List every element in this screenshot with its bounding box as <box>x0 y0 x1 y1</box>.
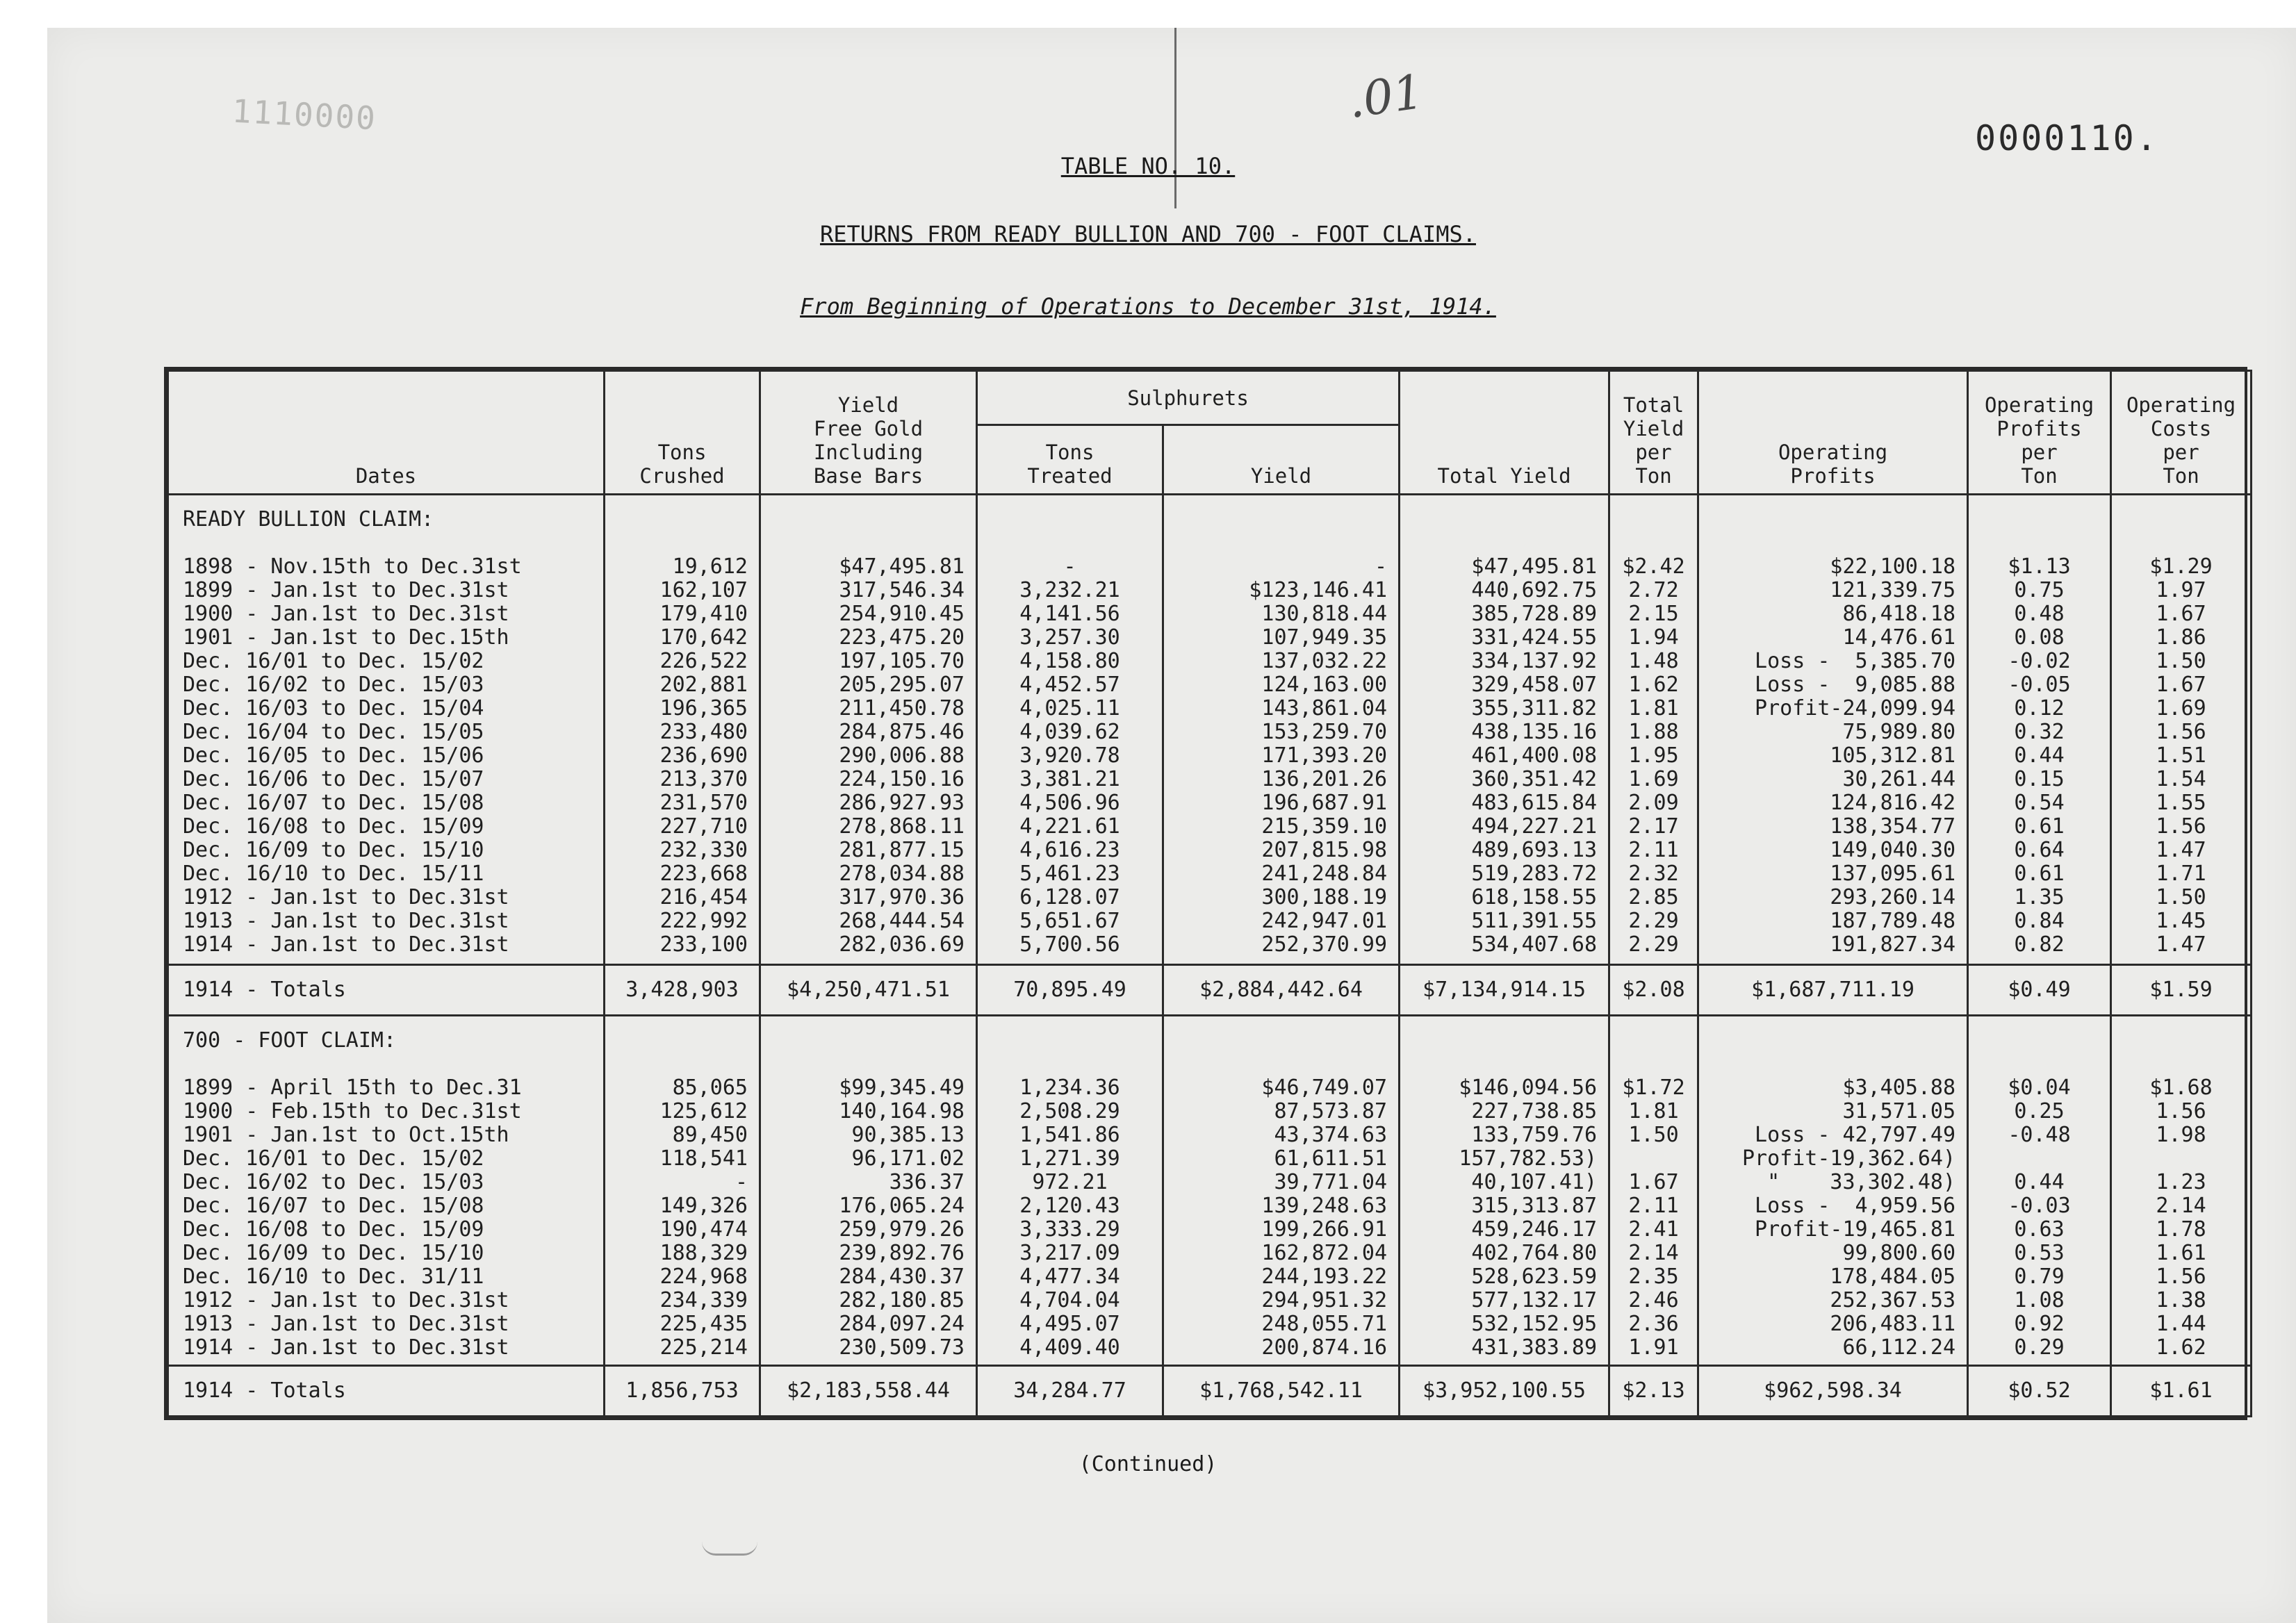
ready-bullion-totals-operating-profits-per-ton: $0.49 <box>1968 964 2111 1015</box>
foot-claim-tons-crushed: 85,065 125,612 89,450 118,541 - 149,326 190,474 188,329 224,968 234,339 225,435 225,214 <box>659 1075 748 1360</box>
header-total-yield: Total Yield <box>1400 371 1609 495</box>
header-dates: Dates <box>168 371 605 495</box>
foot-claim-operating-profits: $3,405.88 31,571.05 Loss - 42,797.49 Profit-19,362.64) " 33,302.48) Loss - 4,959.56 Profit-19,465.81 99,800.60 178,484.05 252,367.53 206,483.11 66,112.24 <box>1741 1075 1956 1360</box>
ready-bullion-totals-operating-costs-per-ton: $1.59 <box>2111 964 2252 1015</box>
ready-bullion-totals-row <box>168 964 2252 1015</box>
foot-claim-totals-total-yield: $3,952,100.55 <box>1400 1366 1609 1417</box>
foot-claim-totals-label: 1914 - Totals <box>168 1366 605 1417</box>
foot-claim-totals-tons-treated: 34,284.77 <box>977 1366 1163 1417</box>
continued-note: (Continued) <box>1079 1452 1217 1476</box>
header-operating-profits-per-ton: Operating Profits per Ton <box>1968 371 2111 495</box>
ready-bullion-sulphurets-yield: - $123,146.41 130,818.44 107,949.35 137,032.22 124,163.00 143,861.04 153,259.70 171,393.20 136,201.26 196,687.91 215,359.10 207,815.98 241,248.84 300,188.19 242,947.01 252,370.99 <box>1249 554 1388 957</box>
header-yield-free-gold: Yield Free Gold Including Base Bars <box>760 371 977 495</box>
fold-line <box>1174 28 1176 208</box>
ready-bullion-heading: READY BULLION CLAIM: <box>183 507 434 532</box>
ready-bullion-totals-label: 1914 - Totals <box>168 964 605 1015</box>
ready-bullion-totals-operating-profits: $1,687,711.19 <box>1698 964 1968 1015</box>
ready-bullion-totals-sulphurets-yield: $2,884,442.64 <box>1163 964 1400 1015</box>
foot-claim-totals-tons-crushed: 1,856,753 <box>605 1366 760 1417</box>
foot-claim-yield-free-gold: $99,345.49 140,164.98 90,385.13 96,171.02 336.37 176,065.24 259,979.26 239,892.76 284,430.37 282,180.85 284,097.24 230,509.73 <box>839 1075 965 1360</box>
foot-claim-section <box>168 1015 2252 1365</box>
ready-bullion-yield-free-gold: $47,495.81 317,546.34 254,910.45 223,475.20 197,105.70 205,295.07 211,450.78 284,875.46 290,006.88 224,150.16 286,927.93 278,868.11 281,877.15 278,034.88 317,970.36 268,444.54 282,036.69 <box>839 554 965 957</box>
faint-stamp-number: 1110000 <box>231 92 378 138</box>
foot-claim-totals-sulphurets-yield: $1,768,542.11 <box>1163 1366 1400 1417</box>
header-tons-crushed: Tons Crushed <box>605 371 760 495</box>
ready-bullion-total-yield-per-ton: $2.42 2.72 2.15 1.94 1.48 1.62 1.81 1.88 1.95 1.69 2.09 2.17 2.11 2.32 2.85 2.29 2.29 <box>1622 554 1685 957</box>
ready-bullion-totals-total-yield-per-ton: $2.08 <box>1609 964 1698 1015</box>
pencil-annotation: .01 <box>1345 64 1427 130</box>
paper-tear <box>702 1526 757 1556</box>
foot-claim-total-yield-per-ton: $1.72 1.81 1.50 1.67 2.11 2.41 2.14 2.35 2.46 2.36 1.91 <box>1622 1075 1685 1360</box>
ready-bullion-totals-tons-crushed: 3,428,903 <box>605 964 760 1015</box>
foot-claim-tons-treated: 1,234.36 2,508.29 1,541.86 1,271.39 972.21 2,120.43 3,333.29 3,217.09 4,477.34 4,704.04 4,495.07 4,409.40 <box>1019 1075 1120 1360</box>
foot-claim-totals-total-yield-per-ton: $2.13 <box>1609 1366 1698 1417</box>
header-total-yield-per-ton: Total Yield per Ton <box>1609 371 1698 495</box>
ready-bullion-tons-crushed: 19,612 162,107 179,410 170,642 226,522 202,881 196,365 233,480 236,690 213,370 231,570 227,710 232,330 223,668 216,454 222,992 233,100 <box>659 554 748 957</box>
ready-bullion-operating-profits-per-ton: $1.13 0.75 0.48 0.08 -0.02 -0.05 0.12 0.32 0.44 0.15 0.54 0.61 0.64 0.61 1.35 0.84 0.82 <box>2008 554 2071 957</box>
foot-claim-heading: 700 - FOOT CLAIM: <box>183 1028 397 1053</box>
header-tons-treated: Tons Treated <box>977 425 1163 495</box>
ready-bullion-total-yield: $47,495.81 440,692.75 385,728.89 331,424.55 334,137.92 329,458.07 355,311.82 438,135.16 461,400.08 360,351.42 483,615.84 494,227.21 489,693.13 519,283.72 618,158.55 511,391.55 534,407.68 <box>1471 554 1598 957</box>
foot-claim-total-yield: $146,094.56 227,738.85 133,759.76 157,782.53) 40,107.41) 315,313.87 459,246.17 402,764.80 528,623.59 577,132.17 532,152.95 431,383.89 <box>1459 1075 1598 1360</box>
ready-bullion-totals-yield-free-gold: $4,250,471.51 <box>760 964 977 1015</box>
table-title: TABLE NO. 10. <box>1060 153 1236 179</box>
table-period: From Beginning of Operations to December 31st, 1914. <box>800 293 1496 320</box>
foot-claim-totals-operating-costs-per-ton: $1.61 <box>2111 1366 2252 1417</box>
ready-bullion-dates: 1898 - Nov.15th to Dec.31st 1899 - Jan.1st to Dec.31st 1900 - Jan.1st to Dec.31st 1901 - Jan.1st to Dec.15th Dec. 16/01 to Dec. 15/02 Dec. 16/02 to Dec. 15/03 Dec. 16/03 to Dec. 15/04 Dec. 16/04 to Dec. 15/05 Dec. 16/05 to Dec. 15/06 Dec. 16/06 to Dec. 15/07 Dec. 16/07 to Dec. 15/08 Dec. 16/08 to Dec. 15/09 Dec. 16/09 to Dec. 15/10 Dec. 16/10 to Dec. 15/11 1912 - Jan.1st to Dec.31st 1913 - Jan.1st to Dec.31st 1914 - Jan.1st to Dec.31st <box>183 554 522 957</box>
header-sulphurets-yield: Yield <box>1163 425 1400 495</box>
ready-bullion-totals-total-yield: $7,134,914.15 <box>1400 964 1609 1015</box>
ready-bullion-section <box>168 495 2252 965</box>
foot-claim-operating-profits-per-ton: $0.04 0.25 -0.48 0.44 -0.03 0.63 0.53 0.79 1.08 0.92 0.29 <box>2008 1075 2071 1360</box>
ready-bullion-tons-treated: - 3,232.21 4,141.56 3,257.30 4,158.80 4,452.57 4,025.11 4,039.62 3,920.78 3,381.21 4,506.96 4,221.61 4,616.23 5,461.23 6,128.07 5,651.67 5,700.56 <box>1019 554 1120 957</box>
foot-claim-operating-costs-per-ton: $1.68 1.56 1.98 1.23 2.14 1.78 1.61 1.56 1.38 1.44 1.62 <box>2149 1075 2213 1360</box>
foot-claim-totals-row <box>168 1366 2252 1417</box>
table-subtitle: RETURNS FROM READY BULLION AND 700 - FOOT CLAIMS. <box>819 221 1476 247</box>
ready-bullion-operating-profits: $22,100.18 121,339.75 86,418.18 14,476.61 Loss - 5,385.70 Loss - 9,085.88 Profit-24,099.94 75,989.80 105,312.81 30,261.44 124,816.42 138,354.77 149,040.30 137,095.61 293,260.14 187,789.48 191,827.34 <box>1755 554 1956 957</box>
ready-bullion-totals-tons-treated: 70,895.49 <box>977 964 1163 1015</box>
document-number: 0000110. <box>1975 118 2159 158</box>
foot-claim-totals-operating-profits: $962,598.34 <box>1698 1366 1968 1417</box>
foot-claim-sulphurets-yield: $46,749.07 87,573.87 43,374.63 61,611.51 39,771.04 139,248.63 199,266.91 162,872.04 244,193.22 294,951.32 248,055.71 200,874.16 <box>1261 1075 1388 1360</box>
foot-claim-totals-operating-profits-per-ton: $0.52 <box>1968 1366 2111 1417</box>
header-operating-costs-per-ton: Operating Costs per Ton <box>2111 371 2252 495</box>
header-sulphurets: Sulphurets <box>977 371 1400 425</box>
foot-claim-dates: 1899 - April 15th to Dec.31 1900 - Feb.15th to Dec.31st 1901 - Jan.1st to Oct.15th Dec. 16/01 to Dec. 15/02 Dec. 16/02 to Dec. 15/03 Dec. 16/07 to Dec. 15/08 Dec. 16/08 to Dec. 15/09 Dec. 16/09 to Dec. 15/10 Dec. 16/10 to Dec. 31/11 1912 - Jan.1st to Dec.31st 1913 - Jan.1st to Dec.31st 1914 - Jan.1st to Dec.31st <box>183 1075 522 1360</box>
ready-bullion-operating-costs-per-ton: $1.29 1.97 1.67 1.86 1.50 1.67 1.69 1.56 1.51 1.54 1.55 1.56 1.47 1.71 1.50 1.45 1.47 <box>2149 554 2213 957</box>
header-operating-profits: Operating Profits <box>1698 371 1968 495</box>
foot-claim-totals-yield-free-gold: $2,183,558.44 <box>760 1366 977 1417</box>
returns-table <box>164 367 2247 1420</box>
